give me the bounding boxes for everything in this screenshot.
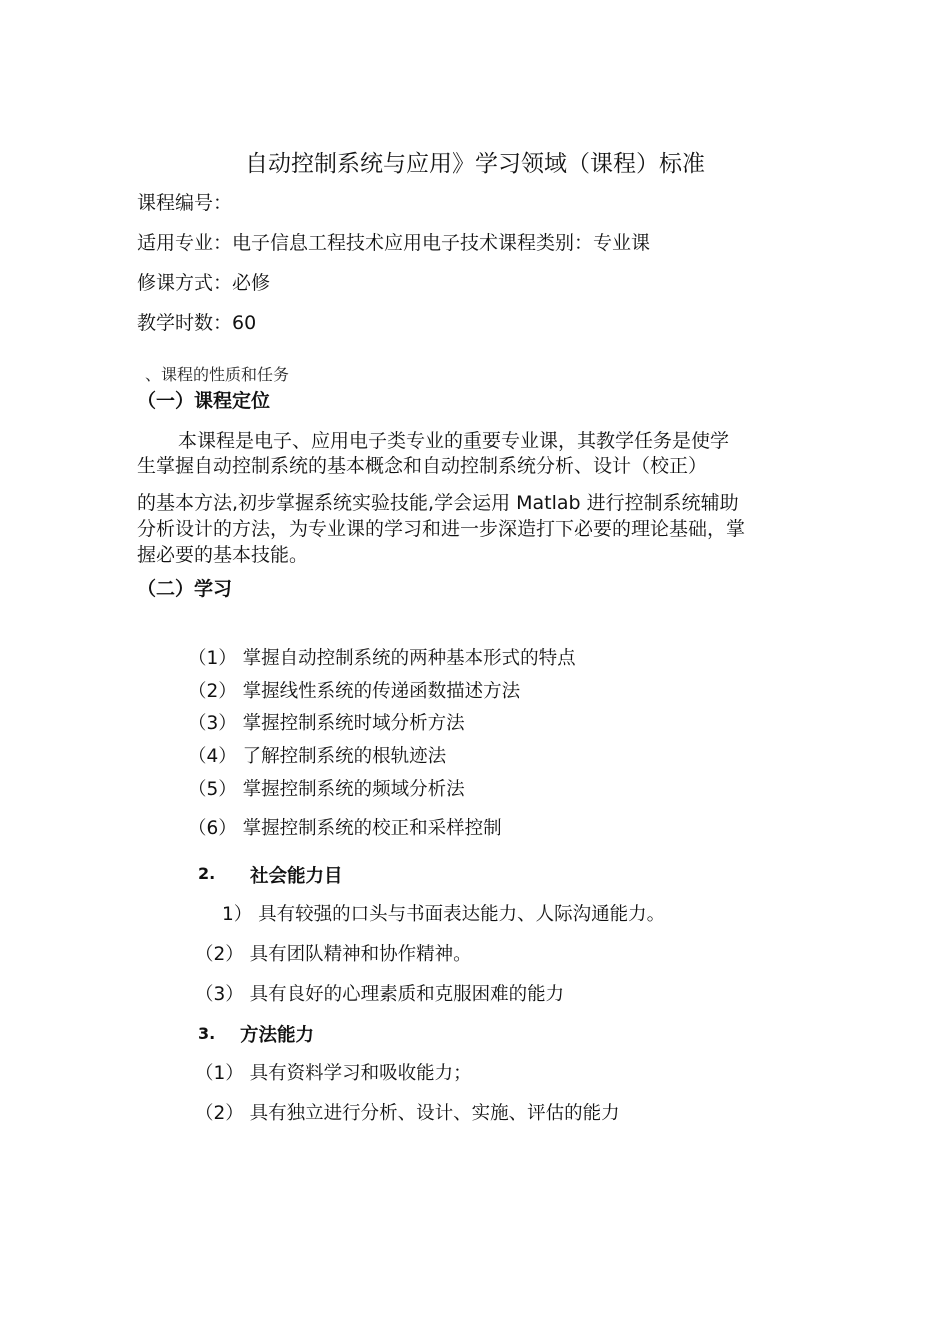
learning-item: （5） 掌握控制系统的频域分析法 xyxy=(188,779,465,800)
document-title: 自动控制系统与应用》学习领域（课程）标准 xyxy=(245,151,705,177)
social-number: 2. xyxy=(198,864,216,883)
learning-item: （6） 掌握控制系统的校正和采样控制 xyxy=(188,818,502,839)
teaching-hours: 教学时数：60 xyxy=(137,312,257,334)
learning-item: （4） 了解控制系统的根轨迹法 xyxy=(188,746,447,767)
learning-item: （3） 掌握控制系统时域分析方法 xyxy=(188,713,465,734)
learning-item: （2） 掌握线性系统的传递函数描述方法 xyxy=(188,681,521,702)
applicable-major: 适用专业：电子信息工程技术应用电子技术课程类别：专业课 xyxy=(137,232,651,254)
paragraph-line: 本课程是电子、应用电子类专业的重要专业课，其教学任务是使学 xyxy=(178,430,730,452)
positioning-heading: （一）课程定位 xyxy=(137,390,271,412)
paragraph-line: 的基本方法,初步掌握系统实验技能,学会运用 Matlab 进行控制系统辅助 xyxy=(137,492,739,514)
course-code: 课程编号： xyxy=(137,192,233,214)
social-item: （2） 具有团队精神和协作精神。 xyxy=(195,944,472,965)
method-item: （1） 具有资料学习和吸收能力； xyxy=(195,1063,472,1084)
paragraph-line: 分析设计的方法，为专业课的学习和进一步深造打下必要的理论基础，掌 xyxy=(137,518,746,540)
social-heading: 社会能力目 xyxy=(250,866,343,887)
method-heading: 方法能力 xyxy=(240,1025,315,1046)
section-intro: 、课程的性质和任务 xyxy=(145,365,290,384)
method-number: 3. xyxy=(198,1024,216,1043)
method-item: （2） 具有独立进行分析、设计、实施、评估的能力 xyxy=(195,1103,620,1124)
paragraph-line: 生掌握自动控制系统的基本概念和自动控制系统分析、设计（校正） xyxy=(137,455,708,477)
learning-item: （1） 掌握自动控制系统的两种基本形式的特点 xyxy=(188,648,576,669)
learning-heading: （二）学习 xyxy=(137,578,233,600)
study-mode: 修课方式：必修 xyxy=(137,272,271,294)
social-item: （3） 具有良好的心理素质和克服困难的能力 xyxy=(195,984,565,1005)
social-item: 1） 具有较强的口头与书面表达能力、人际沟通能力。 xyxy=(222,904,666,925)
paragraph-line: 握必要的基本技能。 xyxy=(137,544,309,566)
